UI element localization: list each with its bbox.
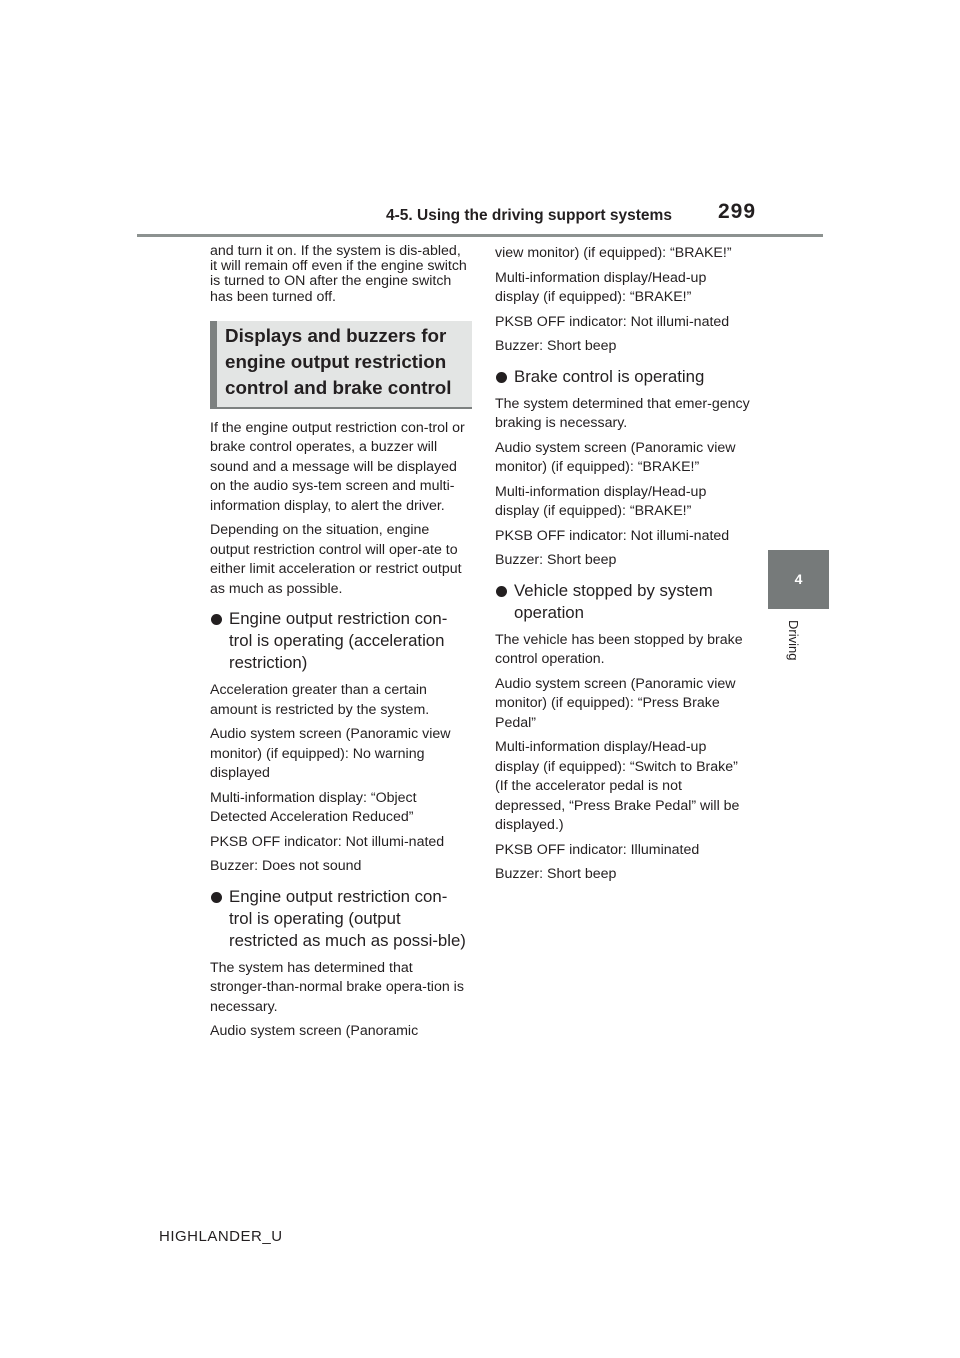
bullet-icon [496, 372, 507, 383]
section-header-title: 4-5. Using the driving support systems [386, 207, 672, 224]
paragraph: PKSB OFF indicator: Not illumi-nated [495, 527, 730, 544]
paragraph: The vehicle has been stopped by brake control operation. [495, 631, 743, 667]
paragraph: Depending on the situation, engine output restriction control will oper-ate to either limit acceleration or restrict output as much as possible. [210, 522, 462, 597]
page-number: 299 [718, 200, 757, 223]
bullet-title: Vehicle stopped by system operation [514, 580, 713, 622]
header-divider [137, 234, 823, 237]
paragraph: view monitor) (if equipped): “BRAKE!” [495, 245, 732, 261]
paragraph: Buzzer: Short beep [495, 338, 617, 354]
chapter-tab-number[interactable]: 4 [768, 550, 829, 609]
right-column [492, 244, 754, 890]
bullet-icon [211, 614, 222, 625]
paragraph: Multi-information display/Head-up display (if equipped): “BRAKE!” [495, 483, 707, 519]
paragraph: Acceleration greater than a certain amount is restricted by the system. [210, 682, 430, 718]
paragraph: PKSB OFF indicator: Not illumi-nated [210, 833, 445, 850]
paragraph: Multi-information display/Head-up display (if equipped): “BRAKE!” [495, 269, 707, 305]
paragraph: PKSB OFF indicator: Illuminated [495, 841, 700, 858]
paragraph: Multi-information display/Head-up display (if equipped): “Switch to Brake” (If the accelerator pedal is not depressed, “Press Brake Pedal” will be displayed.) [495, 739, 740, 833]
paragraph: PKSB OFF indicator: Not illumi-nated [495, 313, 730, 330]
paragraph: The system determined that emer-gency braking is necessary. [495, 395, 750, 431]
left-column [207, 244, 469, 1047]
bullet-heading [207, 886, 469, 952]
paragraph: Buzzer: Short beep [495, 552, 617, 568]
bullet-icon [496, 586, 507, 597]
section-heading: Displays and buzzers for engine output restriction control and brake control [210, 321, 472, 409]
paragraph: Audio system screen (Panoramic view monitor) (if equipped): “BRAKE!” [495, 439, 736, 475]
bullet-title: Brake control is operating [514, 366, 705, 386]
bullet-heading [492, 366, 754, 388]
paragraph: If the engine output restriction con-trol or brake control operates, a buzzer will sound and a message will be displayed on the audio sys-tem screen and multi-information display, to alert the driver. [210, 419, 465, 514]
paragraph: Multi-information display: “Object Detected Acceleration Reduced” [210, 789, 417, 826]
paragraph: Buzzer: Short beep [495, 866, 617, 882]
intro-paragraph: and turn it on. If the system is dis-abled, it will remain off even if the engine switch is turned to ON after the engine switch has been turned off. [210, 243, 467, 305]
bullet-title: Engine output restriction con-trol is operating (acceleration restriction) [229, 609, 448, 673]
bullet-title: Engine output restriction con-trol is operating (output restricted as much as possi-ble) [229, 886, 466, 950]
paragraph: Buzzer: Does not sound [210, 858, 362, 875]
paragraph: Audio system screen (Panoramic [210, 1023, 419, 1040]
paragraph: The system has determined that stronger-than-normal brake opera-tion is necessary. [210, 959, 464, 1015]
paragraph: Audio system screen (Panoramic view monitor) (if equipped): “Press Brake Pedal” [495, 675, 736, 731]
chapter-tab-label: Driving [786, 620, 801, 661]
bullet-heading [492, 580, 754, 624]
bullet-heading [207, 608, 469, 674]
paragraph: Audio system screen (Panoramic view monitor) (if equipped): No warning displayed [210, 726, 451, 782]
footer-model-code: HIGHLANDER_U [159, 1228, 283, 1245]
bullet-icon [211, 892, 222, 903]
